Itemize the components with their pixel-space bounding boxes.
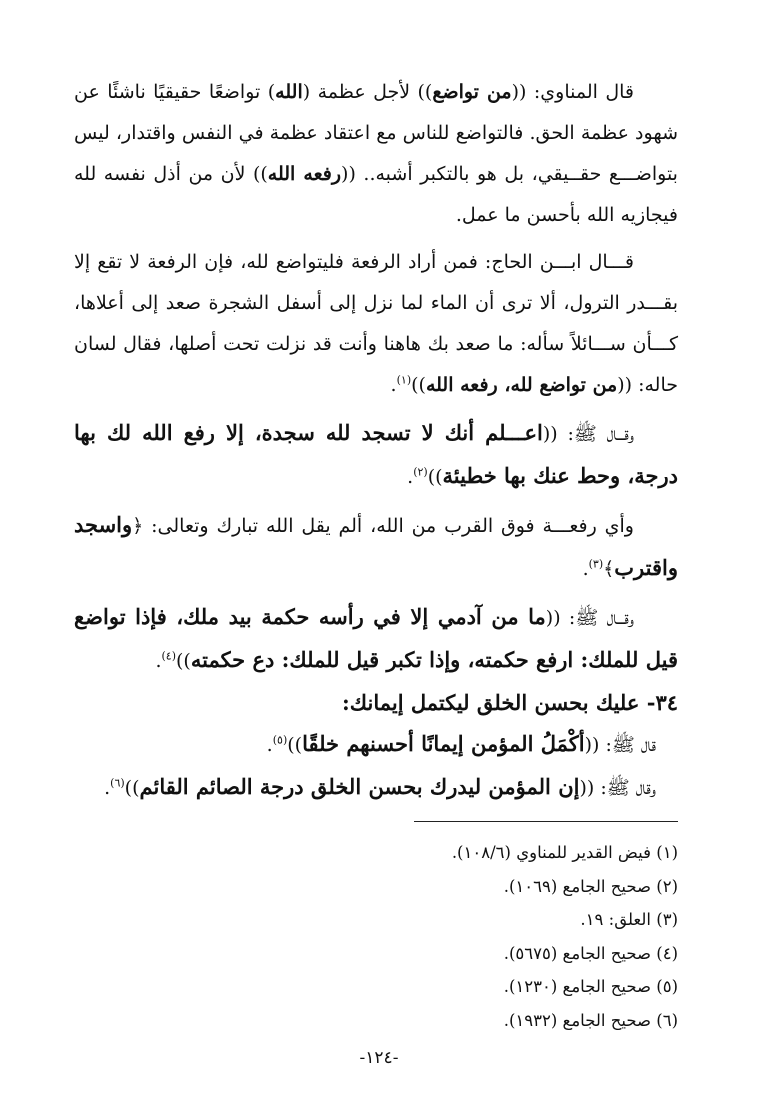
footnote: (٥) صحيح الجامع (١٢٣٠). bbox=[503, 977, 678, 996]
quote-bold: اعـــلم أنك لا تسجد لله سجدة، إلا رفع الله لك بها درجة، وحط عنك بها خطيئة bbox=[74, 420, 678, 488]
paragraph-1: قال المناوي: ((من تواضع)) لأجل عظمة (الله) تواضعًا حقيقيًا ناشئًا عن شهود عظمة الحق. فالتواضع للناس مع اعتقاد عظمة في النفس واقتدار، ليس بتواضـــع حقــيقي، بل هو بالتكبر أشبه.. ((رفعه الله)) لأن من أذل نفسه لله فيجازيه الله بأحسن ما عمل. bbox=[74, 81, 678, 226]
quote-bold: من تواضع لله، رفعه الله bbox=[425, 374, 618, 396]
quote-bold: أكْمَلُ المؤمن إيمانًا أحسنهم خلقًا bbox=[302, 731, 585, 756]
footnote-ref: (٣) bbox=[588, 557, 604, 571]
footnote: (٣) العلق: ١٩. bbox=[580, 910, 678, 929]
hadith-line-2: وقال ﷺ: ((إن المؤمن ليدرك بحسن الخلق درجة الصائم القائم))$^{(٦)}$. bbox=[104, 774, 656, 799]
quote-bold: واسجد واقترب bbox=[74, 512, 678, 580]
section-heading: ٣٤- عليك بحسن الخلق ليكتمل إيمانك: bbox=[342, 690, 678, 715]
page-number: -١٢٤- bbox=[359, 1048, 399, 1068]
page-body bbox=[74, 72, 678, 1037]
footnote: (٢) صحيح الجامع (١٠٦٩). bbox=[503, 876, 678, 896]
quote-bold: من تواضع bbox=[432, 81, 512, 103]
quote-bold: الله bbox=[275, 81, 303, 103]
paragraph-2: قـــال ابـــن الحاج: فمن أراد الرفعة فليتواضع لله، فإن الرفعة لا تقع إلا بقـــدر الترول، ألا ترى أن الماء لما نزل إلى أسفل الشجرة صعد إلى أعلاها، كـــأن ســـائلاً سأله: ما صعد بك هاهنا وأنت قد نزلت تحت أصلها، فقال لسان حاله: ((من تواضع لله، رفعه الله))$^{(١)}$. bbox=[74, 251, 678, 396]
footnote-ref: (٦) bbox=[110, 776, 125, 790]
footnote: (٤) صحيح الجامع (٥٦٧٥). bbox=[503, 943, 678, 963]
quote-bold: ما من آدمي إلا في رأسه حكمة بيد ملك، فإذا تواضع قيل للملك: ارفع حكمته، وإذا تكبر قيل للملك: دع حكمته bbox=[74, 604, 678, 672]
footnote: (٦) صحيح الجامع (١٩٣٢). bbox=[503, 1010, 678, 1030]
footnote-divider bbox=[414, 821, 678, 822]
paragraph-3: وقـــال ﷺ: ((اعـــلم أنك لا تسجد لله سجدة، إلا رفع الله لك بها درجة، وحط عنك بها خطيئة))$^{(٢)}$. bbox=[74, 420, 678, 488]
paragraph-4: وأي رفعـــة فوق القرب من الله، ألم يقل الله تبارك وتعالى: ﴿واسجد واقترب﴾$^{(٣)}$. bbox=[74, 512, 678, 580]
hadith-line-1: قال ﷺ: ((أكْمَلُ المؤمن إيمانًا أحسنهم خلقًا))$^{(٥)}$. bbox=[266, 731, 656, 756]
footnote-ref: (٥) bbox=[272, 733, 288, 747]
footnote-ref: (٤) bbox=[161, 649, 177, 663]
quote-bold: رفعه الله bbox=[267, 163, 342, 185]
footnote: (١) فيض القدير للمناوي (١٠٨/٦). bbox=[451, 843, 678, 862]
footnote-ref: (١) bbox=[396, 373, 412, 387]
footnotes bbox=[74, 836, 678, 1037]
paragraph-5: وقـــال ﷺ: ((ما من آدمي إلا في رأسه حكمة بيد ملك، فإذا تواضع قيل للملك: ارفع حكمته، وإذا تكبر قيل للملك: دع حكمته))$^{(٤)}$. bbox=[74, 604, 678, 672]
quote-bold: إن المؤمن ليدرك بحسن الخلق درجة الصائم القائم bbox=[139, 774, 580, 799]
footnote-ref: (٢) bbox=[413, 465, 428, 479]
